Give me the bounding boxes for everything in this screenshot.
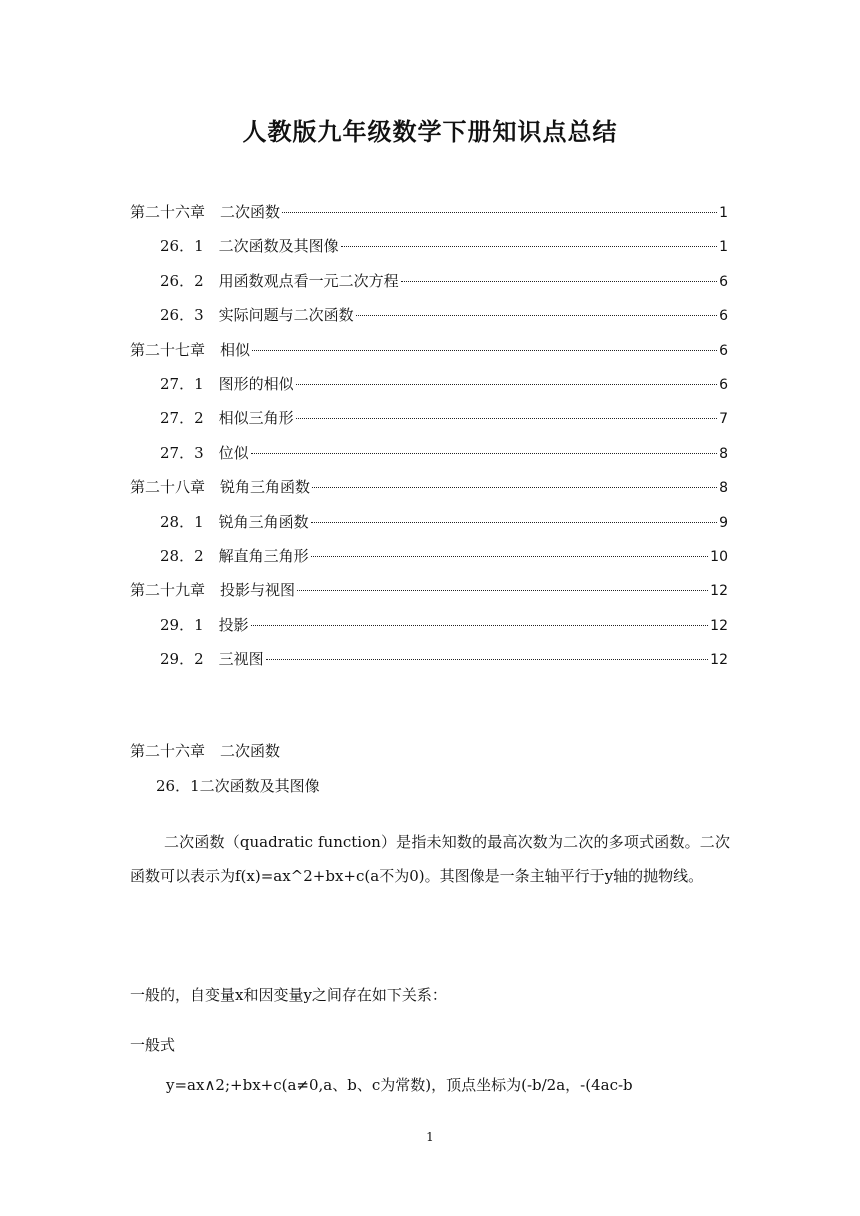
toc-leader-dots: [296, 418, 717, 419]
toc-entry-label: 29．2 三视图: [160, 650, 264, 669]
toc-entry-label: 27．3 位似: [160, 443, 249, 462]
page-number: 1: [426, 1130, 434, 1144]
formula-text: y=ax∧2;+bx+c(a≠0,a、b、c为常数)，顶点坐标为(-b/2a，-(4ac-b: [166, 1076, 633, 1094]
toc-entry-label: 28．2 解直角三角形: [160, 546, 309, 565]
toc-entry[interactable]: [130, 576, 728, 610]
toc-leader-dots: [356, 315, 717, 316]
toc-entry-label: 26．1 二次函数及其图像: [160, 237, 339, 256]
toc-entry-label: 第二十九章 投影与视图: [130, 581, 296, 600]
toc-entry-page: 1: [719, 239, 728, 256]
toc-leader-dots: [282, 212, 717, 213]
toc-leader-dots: [252, 350, 717, 351]
document-title: 人教版九年级数学下册知识点总结: [242, 118, 618, 146]
toc-leader-dots: [312, 487, 717, 488]
general-form-label: 一般式: [130, 1036, 176, 1054]
toc-entry-page: 8: [719, 480, 728, 497]
toc-entry-page: 1: [719, 205, 728, 221]
toc-leader-dots: [296, 384, 717, 385]
toc-entry-label: 27．1 图形的相似: [160, 374, 294, 393]
toc-entry-label: 第二十七章 相似: [130, 340, 251, 359]
toc-entry-page: 7: [719, 411, 728, 428]
toc-entry-page: 6: [719, 308, 728, 325]
toc-leader-dots: [251, 625, 709, 626]
toc-entry[interactable]: [130, 508, 728, 542]
toc-entry-page: 8: [719, 445, 728, 462]
toc-leader-dots: [311, 556, 709, 557]
toc-entry[interactable]: [130, 611, 728, 645]
toc-entry-label: 第二十八章 锐角三角函数: [130, 478, 311, 497]
toc-entry[interactable]: [130, 198, 728, 232]
chapter-heading: 第二十六章 二次函数: [130, 742, 281, 760]
toc-entry[interactable]: [130, 645, 728, 679]
toc-entry[interactable]: [130, 301, 728, 335]
toc-leader-dots: [266, 659, 709, 660]
toc-entry[interactable]: [130, 542, 728, 576]
toc-entry-page: 12: [710, 583, 728, 600]
intro-paragraph: 二次函数（quadratic function）是指未知数的最高次数为二次的多项式函数。二次函数可以表示为f(x)=ax^2+bx+c(a不为0)。其图像是一条主轴平行于y轴的抛物线。: [130, 833, 730, 885]
toc-leader-dots: [401, 281, 717, 282]
toc-entry[interactable]: [130, 370, 728, 404]
relation-text: 一般的，自变量x和因变量y之间存在如下关系：: [130, 986, 447, 1004]
toc-leader-dots: [341, 246, 717, 247]
toc-entry-label: 28．1 锐角三角函数: [160, 512, 309, 531]
table-of-contents: [130, 198, 728, 679]
toc-entry-label: 26．3 实际问题与二次函数: [160, 306, 354, 325]
toc-leader-dots: [251, 453, 717, 454]
toc-entry-page: 10: [710, 548, 728, 565]
toc-entry[interactable]: [130, 439, 728, 473]
toc-entry-page: 6: [719, 342, 728, 359]
toc-entry[interactable]: [130, 473, 728, 507]
toc-entry-page: 6: [719, 273, 728, 290]
toc-entry[interactable]: [130, 267, 728, 301]
toc-entry-label: 27．2 相似三角形: [160, 409, 294, 428]
toc-entry-label: 26．2 用函数观点看一元二次方程: [160, 271, 399, 290]
toc-entry[interactable]: [130, 336, 728, 370]
toc-entry-page: 12: [710, 652, 728, 669]
toc-leader-dots: [297, 590, 708, 591]
toc-entry-page: 9: [719, 514, 728, 531]
toc-entry-label: 第二十六章 二次函数: [130, 203, 281, 221]
section-heading: 26．1二次函数及其图像: [156, 777, 320, 795]
toc-entry-label: 29．1 投影: [160, 615, 249, 634]
toc-entry-page: 6: [719, 376, 728, 393]
toc-leader-dots: [311, 522, 717, 523]
toc-entry[interactable]: [130, 404, 728, 438]
toc-entry[interactable]: [130, 232, 728, 266]
toc-entry-page: 12: [710, 617, 728, 634]
